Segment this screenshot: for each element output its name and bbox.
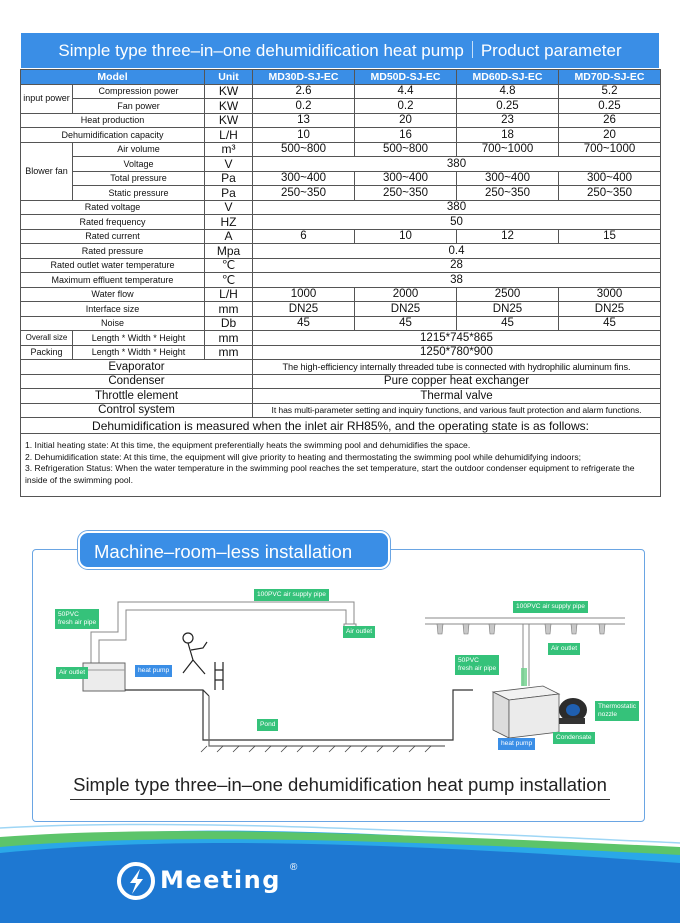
registered-mark: ® xyxy=(290,862,298,873)
table-row xyxy=(21,157,661,172)
cell: 38 xyxy=(253,273,661,288)
cell: 2.6 xyxy=(253,84,355,99)
label-supply-pipe-right: 100PVC air supply pipe xyxy=(513,601,588,613)
table-row xyxy=(21,128,661,143)
row-label: Maximum effluent temperature xyxy=(21,273,205,288)
measured-note: Dehumidification is measured when the inlet air RH85%, and the operating state is as follows: xyxy=(21,418,661,434)
left-pipes xyxy=(91,602,356,663)
row-unit: HZ xyxy=(205,215,253,230)
heat-pump-box-3d xyxy=(493,686,559,738)
note-item: 1. Initial heating state: At this time, the equipment preferentially heats the swimming pool and dehumidifies the space. xyxy=(25,440,471,450)
row-unit: KW xyxy=(205,84,253,99)
row-label: Compression power xyxy=(73,84,205,99)
cell: 10 xyxy=(253,128,355,143)
cell: 250~350 xyxy=(253,186,355,201)
label-pond: Pond xyxy=(257,719,278,731)
table-row xyxy=(21,171,661,186)
header-model: Model xyxy=(21,70,205,85)
table-row xyxy=(21,345,661,360)
fresh-air-duct xyxy=(521,668,527,686)
row-unit: Pa xyxy=(205,171,253,186)
row-unit: mm xyxy=(205,331,253,346)
cell: 2500 xyxy=(457,287,559,302)
cell: DN25 xyxy=(559,302,661,317)
table-row xyxy=(21,389,661,404)
row-label: Condenser xyxy=(21,374,253,389)
row-label: Rated current xyxy=(21,229,205,244)
water-pump xyxy=(559,698,587,724)
cell: 4.4 xyxy=(355,84,457,99)
cell: 50 xyxy=(253,215,661,230)
cell: The high-efficiency internally threaded tube is connected with hydrophilic aluminum fins. xyxy=(253,360,661,375)
note-item: 3. Refrigeration Status: When the water temperature in the swimming pool reaches the set temperature, start the outdoor condenser equipment to refrigerate the inside of the swimming pool. xyxy=(25,463,635,485)
label-heat-pump-left: heat pump xyxy=(135,665,172,677)
cell: 0.2 xyxy=(253,99,355,114)
row-label: Water flow xyxy=(21,287,205,302)
cell: 20 xyxy=(355,113,457,128)
cell: Pure copper heat exchanger xyxy=(253,374,661,389)
row-unit: mm xyxy=(205,302,253,317)
installation-caption: Simple type three–in–one dehumidification heat pump installation xyxy=(70,774,610,800)
row-label: Voltage xyxy=(73,157,205,172)
footer-waves xyxy=(0,823,680,923)
table-row xyxy=(21,273,661,288)
row-label: Rated outlet water temperature xyxy=(21,258,205,273)
label-supply-pipe-left: 100PVC air supply pipe xyxy=(254,589,329,601)
cell: DN25 xyxy=(253,302,355,317)
label-thermostatic-nozzle: Thermostatic nozzle xyxy=(595,701,639,721)
label-air-outlet-top: Air outlet xyxy=(343,626,375,638)
table-row xyxy=(21,331,661,346)
header-md50: MD50D-SJ-EC xyxy=(355,70,457,85)
notes-cell xyxy=(21,434,661,497)
table-row xyxy=(21,186,661,201)
header-md60: MD60D-SJ-EC xyxy=(457,70,559,85)
cell: 380 xyxy=(253,200,661,215)
cell: 1250*780*900 xyxy=(253,345,661,360)
row-unit: m³ xyxy=(205,142,253,157)
row-unit: L/H xyxy=(205,128,253,143)
row-label: Dehumidification capacity xyxy=(21,128,205,143)
row-label: Noise xyxy=(21,316,205,331)
header-md30: MD30D-SJ-EC xyxy=(253,70,355,85)
cell: 45 xyxy=(457,316,559,331)
row-unit: Db xyxy=(205,316,253,331)
cell: 500~800 xyxy=(355,142,457,157)
pool-hatch xyxy=(201,746,431,752)
cell: DN25 xyxy=(457,302,559,317)
cell: 10 xyxy=(355,229,457,244)
brand-name: Meeting xyxy=(160,866,281,894)
row-label: Rated pressure xyxy=(21,244,205,259)
row-unit: ℃ xyxy=(205,273,253,288)
spec-title: Simple type three–in–one dehumidification heat pump｜Product parameter xyxy=(21,33,659,68)
table-row xyxy=(21,215,661,230)
label-fresh-air-left: 50PVC fresh air pipe xyxy=(55,609,99,629)
row-label: Rated voltage xyxy=(21,200,205,215)
row-label: Control system xyxy=(21,403,253,418)
cell: 380 xyxy=(253,157,661,172)
cell: 700~1000 xyxy=(457,142,559,157)
cell: 28 xyxy=(253,258,661,273)
cell: 250~350 xyxy=(457,186,559,201)
cell: 20 xyxy=(559,128,661,143)
cell: 500~800 xyxy=(253,142,355,157)
swimmer-figure xyxy=(183,633,223,690)
cell: 23 xyxy=(457,113,559,128)
group-blower-fan: Blower fan xyxy=(21,142,73,200)
row-label: Fan power xyxy=(73,99,205,114)
ceiling-diffusers xyxy=(437,624,605,634)
table-row xyxy=(21,316,661,331)
cell: 16 xyxy=(355,128,457,143)
cell: 300~400 xyxy=(457,171,559,186)
header-md70: MD70D-SJ-EC xyxy=(559,70,661,85)
cell: 45 xyxy=(559,316,661,331)
cell: 18 xyxy=(457,128,559,143)
row-unit: Mpa xyxy=(205,244,253,259)
table-row xyxy=(21,229,661,244)
cell: 6 xyxy=(253,229,355,244)
row-label: Total pressure xyxy=(73,171,205,186)
pool-outline xyxy=(125,690,473,746)
cell: 300~400 xyxy=(253,171,355,186)
row-unit: ℃ xyxy=(205,258,253,273)
row-label: Length * Width * Height xyxy=(73,331,205,346)
cell: 250~350 xyxy=(355,186,457,201)
row-unit: A xyxy=(205,229,253,244)
cell: 15 xyxy=(559,229,661,244)
row-label: Static pressure xyxy=(73,186,205,201)
row-label: Length * Width * Height xyxy=(73,345,205,360)
table-row xyxy=(21,99,661,114)
cell: Thermal valve xyxy=(253,389,661,404)
table-row xyxy=(21,200,661,215)
heat-pump-unit xyxy=(83,663,125,691)
table-row xyxy=(21,142,661,157)
cell: 700~1000 xyxy=(559,142,661,157)
meeting-logo-icon xyxy=(116,861,156,901)
cell: 300~400 xyxy=(355,171,457,186)
row-label: Evaporator xyxy=(21,360,253,375)
row-unit: V xyxy=(205,157,253,172)
cell: 13 xyxy=(253,113,355,128)
table-row xyxy=(21,360,661,375)
table-row xyxy=(21,403,661,418)
row-label: Air volume xyxy=(73,142,205,157)
notes-row xyxy=(21,434,661,497)
cell: 0.25 xyxy=(457,99,559,114)
label-fresh-air-right: 50PVC fresh air pipe xyxy=(455,655,499,675)
row-unit: KW xyxy=(205,99,253,114)
cell: 300~400 xyxy=(559,171,661,186)
row-unit: KW xyxy=(205,113,253,128)
table-row xyxy=(21,374,661,389)
row-label: Interface size xyxy=(21,302,205,317)
label-condensate: Condensate xyxy=(553,732,595,744)
cell: 0.2 xyxy=(355,99,457,114)
row-unit: L/H xyxy=(205,287,253,302)
cell: 1000 xyxy=(253,287,355,302)
row-label: Rated frequency xyxy=(21,215,205,230)
table-row xyxy=(21,287,661,302)
group-overall-size: Overall size xyxy=(21,331,73,346)
cell: 26 xyxy=(559,113,661,128)
cell: 45 xyxy=(253,316,355,331)
label-air-outlet-right: Air outlet xyxy=(548,643,580,655)
label-air-outlet-left: Air outlet xyxy=(56,667,88,679)
parameter-table xyxy=(20,69,661,497)
cell: It has multi-parameter setting and inquiry functions, and various fault protection and alarm functions. xyxy=(253,403,661,418)
row-label: Heat production xyxy=(21,113,205,128)
table-row xyxy=(21,84,661,99)
table-row xyxy=(21,302,661,317)
row-label: Throttle element xyxy=(21,389,253,404)
cell: 5.2 xyxy=(559,84,661,99)
table-row xyxy=(21,258,661,273)
table-row xyxy=(21,113,661,128)
group-packing: Packing xyxy=(21,345,73,360)
table-header-row xyxy=(21,70,661,85)
installation-diagram xyxy=(33,570,644,770)
header-unit: Unit xyxy=(205,70,253,85)
cell: 12 xyxy=(457,229,559,244)
note-item: 2. Dehumidification state: At this time, the equipment will give priority to heating and thermostating the swimming pool while dehumidifying indoors; xyxy=(25,451,582,462)
cell: 250~350 xyxy=(559,186,661,201)
installation-header: Machine–room–less installation xyxy=(78,531,390,569)
cell: DN25 xyxy=(355,302,457,317)
label-heat-pump-right: heat pump xyxy=(498,738,535,750)
row-unit: mm xyxy=(205,345,253,360)
row-unit: Pa xyxy=(205,186,253,201)
cell: 2000 xyxy=(355,287,457,302)
cell: 1215*745*865 xyxy=(253,331,661,346)
row-unit: V xyxy=(205,200,253,215)
cell: 0.25 xyxy=(559,99,661,114)
cell: 0.4 xyxy=(253,244,661,259)
table-row xyxy=(21,244,661,259)
group-input-power: input power xyxy=(21,84,73,113)
cell: 45 xyxy=(355,316,457,331)
cell: 4.8 xyxy=(457,84,559,99)
cell: 3000 xyxy=(559,287,661,302)
table-row xyxy=(21,418,661,434)
